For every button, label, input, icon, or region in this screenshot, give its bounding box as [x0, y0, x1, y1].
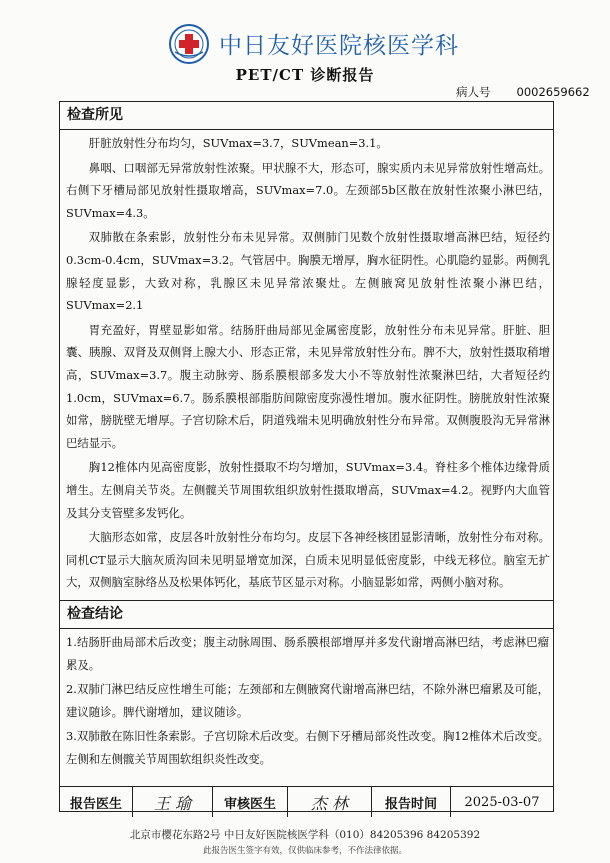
findings-heading: 检查所见 — [60, 102, 553, 130]
findings-paragraph: 胃充盈好，胃壁显影如常。结肠肝曲局部见金属密度影，放射性分布未见异常。肝脏、胆囊、胰腺、双肾及双侧肾上腺大小、形态正常，未见异常放射性分布。脾不大，放射性摄取稍增高，SUVmax=3.7。腹主动脉旁、肠系膜根部多发大小不等放射性浓聚淋巴结，大者短径约1.0cm，SUVmax=6.7。肠系膜根部脂肪间隙密度弥漫性增加。腹水征阴性。膀胱放射性浓聚如常，膀胱壁无增厚。子宫切除术后，阴道残端未见明确放射性分布异常。双侧腹股沟无异常淋巴结显示。 — [66, 322, 550, 450]
review-doctor-label: 审核医生 — [213, 787, 288, 817]
conclusion-heading: 检查结论 — [60, 601, 553, 629]
conclusion-item: 3.双肺散在陈旧性条索影。子宫切除术后改变。右侧下牙槽局部炎性改变。胸12椎体术后改变。左侧和左侧髋关节周围软组织炎性改变。 — [66, 729, 549, 766]
signature-row — [60, 787, 553, 817]
findings-paragraph: 大脑形态如常，皮层各叶放射性分布均匀。皮层下各神经核团显影清晰，放射性分布对称。同机CT显示大脑灰质沟回未见明显增宽加深，白质未见明显低密度影，中线无移位。脑室无扩大，双侧脑室脉络丛及松果体钙化，基底节区显示对称。小脑显影如常，两侧小脑对称。 — [66, 530, 550, 590]
report-doctor-signature: 王 瑜 — [133, 787, 213, 817]
findings-paragraph: 肝脏放射性分布均匀，SUVmax=3.7，SUVmean=3.1。 — [88, 136, 388, 150]
conclusion-section — [60, 629, 553, 787]
review-doctor-signature: 杰 林 — [288, 787, 372, 817]
findings-section — [60, 130, 553, 601]
conclusion-item: 1.结肠肝曲局部术后改变；腹主动脉周围、肠系膜根部增厚并多发代谢增高淋巴结，考虑淋巴瘤累及。 — [66, 635, 549, 672]
report-doctor-label: 报告医生 — [60, 787, 133, 817]
findings-paragraph: 鼻咽、口咽部无异常放射性浓聚。甲状腺不大，形态可，腺实质内未见异常放射性增高灶。右侧下牙槽局部见放射性摄取增高，SUVmax=7.0。左颈部5b区散在放射性浓聚小淋巴结，SUVmax=4.3。 — [66, 160, 550, 220]
conclusion-item: 2.双肺门淋巴结反应性增生可能；左颈部和左侧腋窝代谢增高淋巴结，不除外淋巴瘤累及可能，建议随诊。脾代谢增加，建议随诊。 — [66, 682, 549, 719]
footer-disclaimer: 此报告医生签字有效，仅供临床参考，不作法律依据。 — [202, 846, 407, 856]
patient-id-value: 0002659662 — [516, 85, 590, 99]
hospital-name: 中日友好医院核医学科 — [219, 33, 459, 59]
report-table — [59, 101, 554, 812]
report-header — [0, 24, 610, 64]
report-title: PET/CT 诊断报告 — [235, 66, 375, 84]
report-time-label: 报告时间 — [372, 787, 451, 817]
findings-paragraph: 双肺散在条索影，放射性分布未见异常。双侧肺门见数个放射性摄取增高淋巴结，短径约0.3cm-0.4cm，SUVmax=3.2。气管居中。胸膜无增厚，胸水征阴性。心肌隐约显影。两侧乳腺轻度显影，大致对称，乳腺区未见异常浓聚灶。左侧腋窝见放射性浓聚小淋巴结，SUVmax=2.1 — [66, 230, 550, 313]
findings-paragraph: 胸12椎体内见高密度影，放射性摄取不均匀增加，SUVmax=3.4。脊柱多个椎体边缘骨质增生。左侧肩关节炎。左侧髋关节周围软组织放射性摄取增高，SUVmax=4.2。视野内大血管及其分支管壁多发钙化。 — [66, 460, 550, 520]
report-time-value: 2025-03-07 — [464, 794, 540, 810]
footer-address: 北京市樱花东路2号 中日友好医院核医学科（010）84205396 84205392 — [129, 829, 481, 841]
hospital-logo-icon — [169, 24, 209, 64]
patient-id-label: 病人号 — [456, 85, 491, 99]
patient-id — [456, 84, 590, 100]
